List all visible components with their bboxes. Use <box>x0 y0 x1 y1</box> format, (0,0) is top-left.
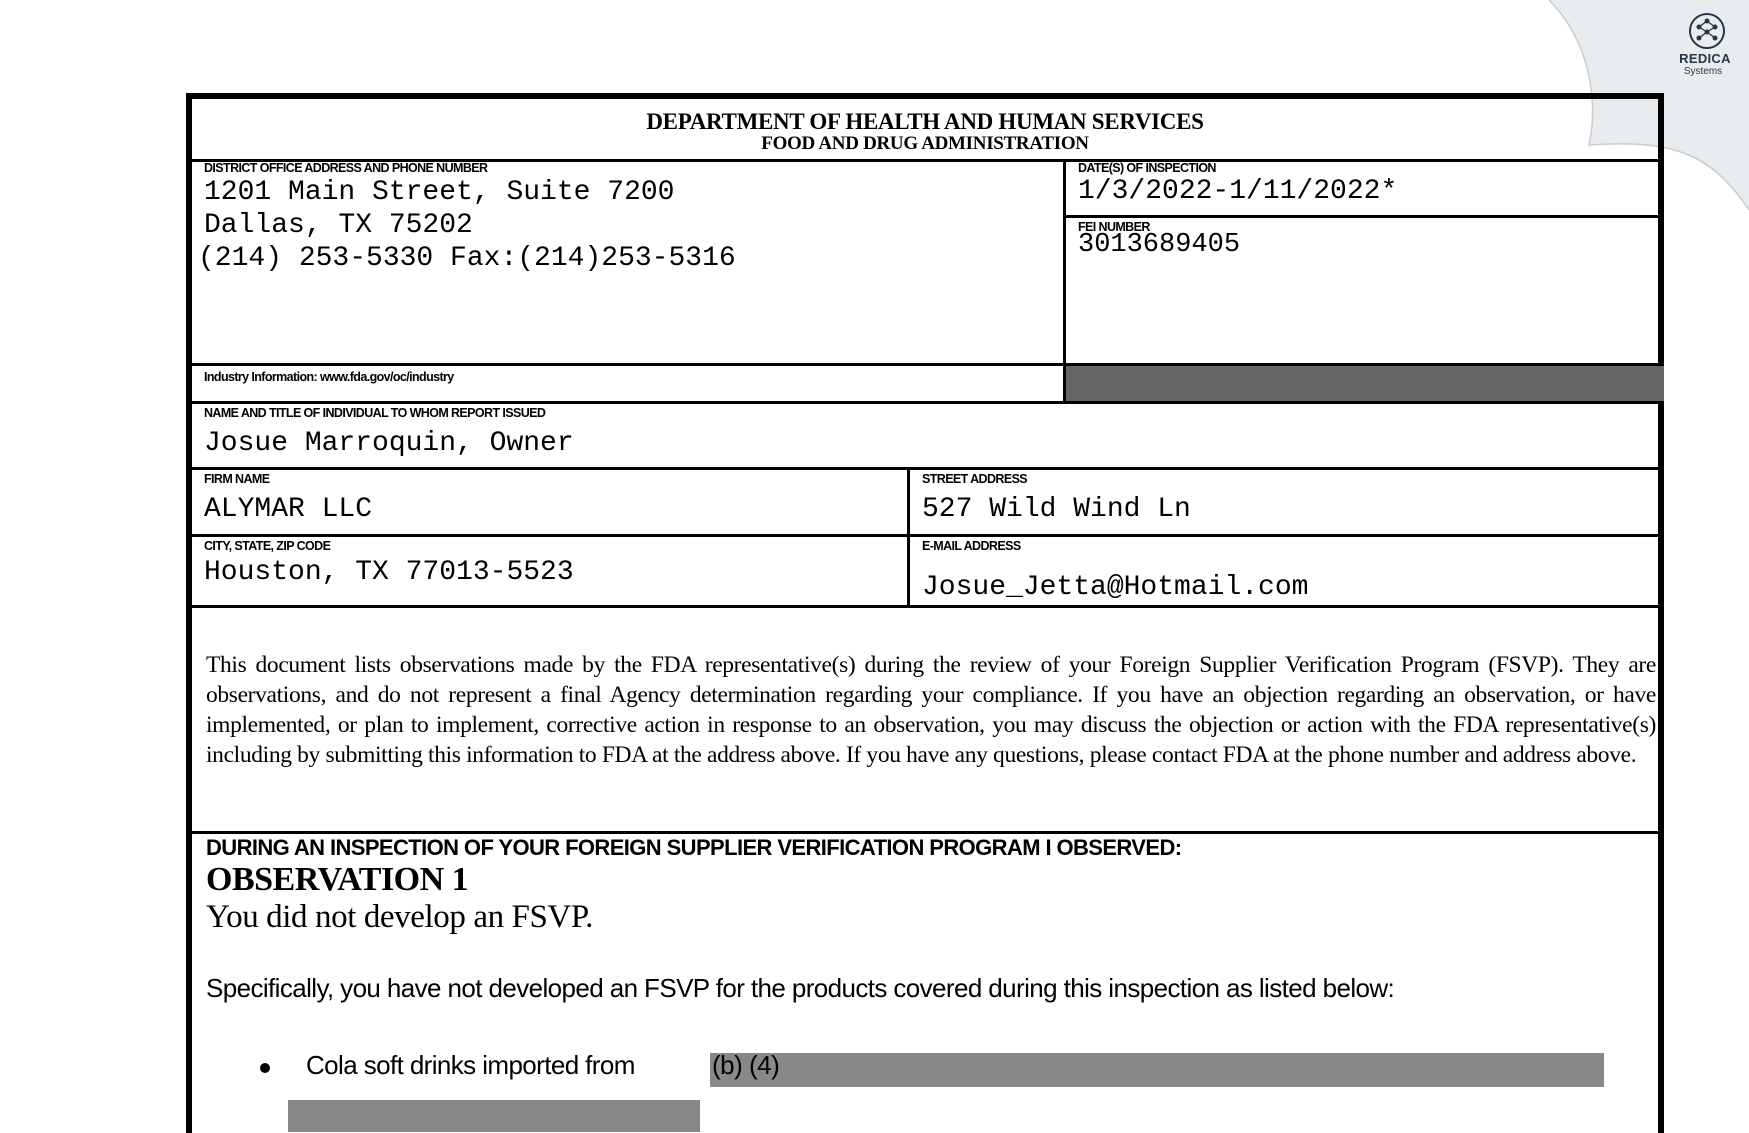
observations-heading: DURING AN INSPECTION OF YOUR FOREIGN SUPPLIER VERIFICATION PROGRAM I OBSERVED: <box>206 835 1182 860</box>
header-line2: FOOD AND DRUG ADMINISTRATION <box>761 133 1089 154</box>
observation-text: You did not develop an FSVP. <box>206 899 594 935</box>
fei-label: FEI NUMBER <box>1078 220 1150 234</box>
recipient-value: Josue Marroquin, Owner <box>204 428 574 459</box>
form-header <box>192 99 1658 162</box>
district-line2: Dallas, TX 75202 <box>204 210 473 241</box>
street-label: STREET ADDRESS <box>922 472 1028 486</box>
observation-specifically: Specifically, you have not developed an FSVP for the products covered during this inspection as listed below: <box>206 973 1395 1003</box>
city-label: CITY, STATE, ZIP CODE <box>204 539 331 553</box>
observation-title: OBSERVATION 1 <box>206 861 469 898</box>
divider <box>192 831 1664 834</box>
city-value: Houston, TX 77013-5523 <box>204 557 574 588</box>
email-value: Josue_Jetta@Hotmail.com <box>922 572 1309 603</box>
inspection-dates-value: 1/3/2022-1/11/2022* <box>1078 176 1398 207</box>
district-label: DISTRICT OFFICE ADDRESS AND PHONE NUMBER <box>204 161 488 175</box>
district-line1: 1201 Main Street, Suite 7200 <box>204 177 675 208</box>
gray-block <box>1066 366 1664 401</box>
fda-483-form <box>186 93 1664 1133</box>
recipient-label: NAME AND TITLE OF INDIVIDUAL TO WHOM REPORT ISSUED <box>204 406 546 420</box>
disclaimer-text: This document lists observations made by the FDA representative(s) during the review of your Foreign Supplier Verification Program (FSVP). They are observations, and do not represent a final Agency determination regarding your compliance. If you have an objection regarding an observation, or have implemented, or plan to implement, corrective action in response to an observation, you may discuss the objection or action with the FDA representative(s) including by submitting this information to FDA at the address above. If you have any questions, please contact FDA at the phone number and address above. <box>206 652 1656 768</box>
firm-value: ALYMAR LLC <box>204 494 373 525</box>
logo-name: REDICA <box>1679 51 1731 66</box>
district-cell <box>192 159 1062 363</box>
city-cell <box>192 537 907 605</box>
network-tree-icon <box>1687 12 1727 50</box>
firm-label: FIRM NAME <box>204 472 270 486</box>
industry-info-text: Industry Information: www.fda.gov/oc/industry <box>204 370 454 384</box>
inspection-dates-label: DATE(S) OF INSPECTION <box>1078 161 1216 175</box>
industry-info-cell <box>192 366 1063 401</box>
header-line1: DEPARTMENT OF HEALTH AND HUMAN SERVICES <box>646 109 1204 134</box>
redaction-code: (b) (4) <box>712 1050 780 1080</box>
street-value: 527 Wild Wind Ln <box>922 494 1191 525</box>
redaction-box <box>288 1100 700 1132</box>
bullet-text: Cola soft drinks imported from <box>306 1050 635 1080</box>
divider <box>192 605 1664 608</box>
bullet-dot <box>260 1063 270 1073</box>
firm-cell <box>192 470 907 534</box>
redaction-box <box>710 1053 1604 1087</box>
district-line3: (214) 253-5330 Fax:(214)253-5316 <box>198 243 736 274</box>
recipient-cell <box>192 404 1664 467</box>
inspection-dates-cell <box>1066 159 1658 214</box>
email-cell <box>910 537 1664 605</box>
logo-sub: Systems <box>1683 66 1723 77</box>
fei-cell <box>1066 218 1658 358</box>
fei-value: 3013689405 <box>1078 230 1241 260</box>
street-cell <box>910 470 1664 534</box>
email-label: E-MAIL ADDRESS <box>922 539 1021 553</box>
